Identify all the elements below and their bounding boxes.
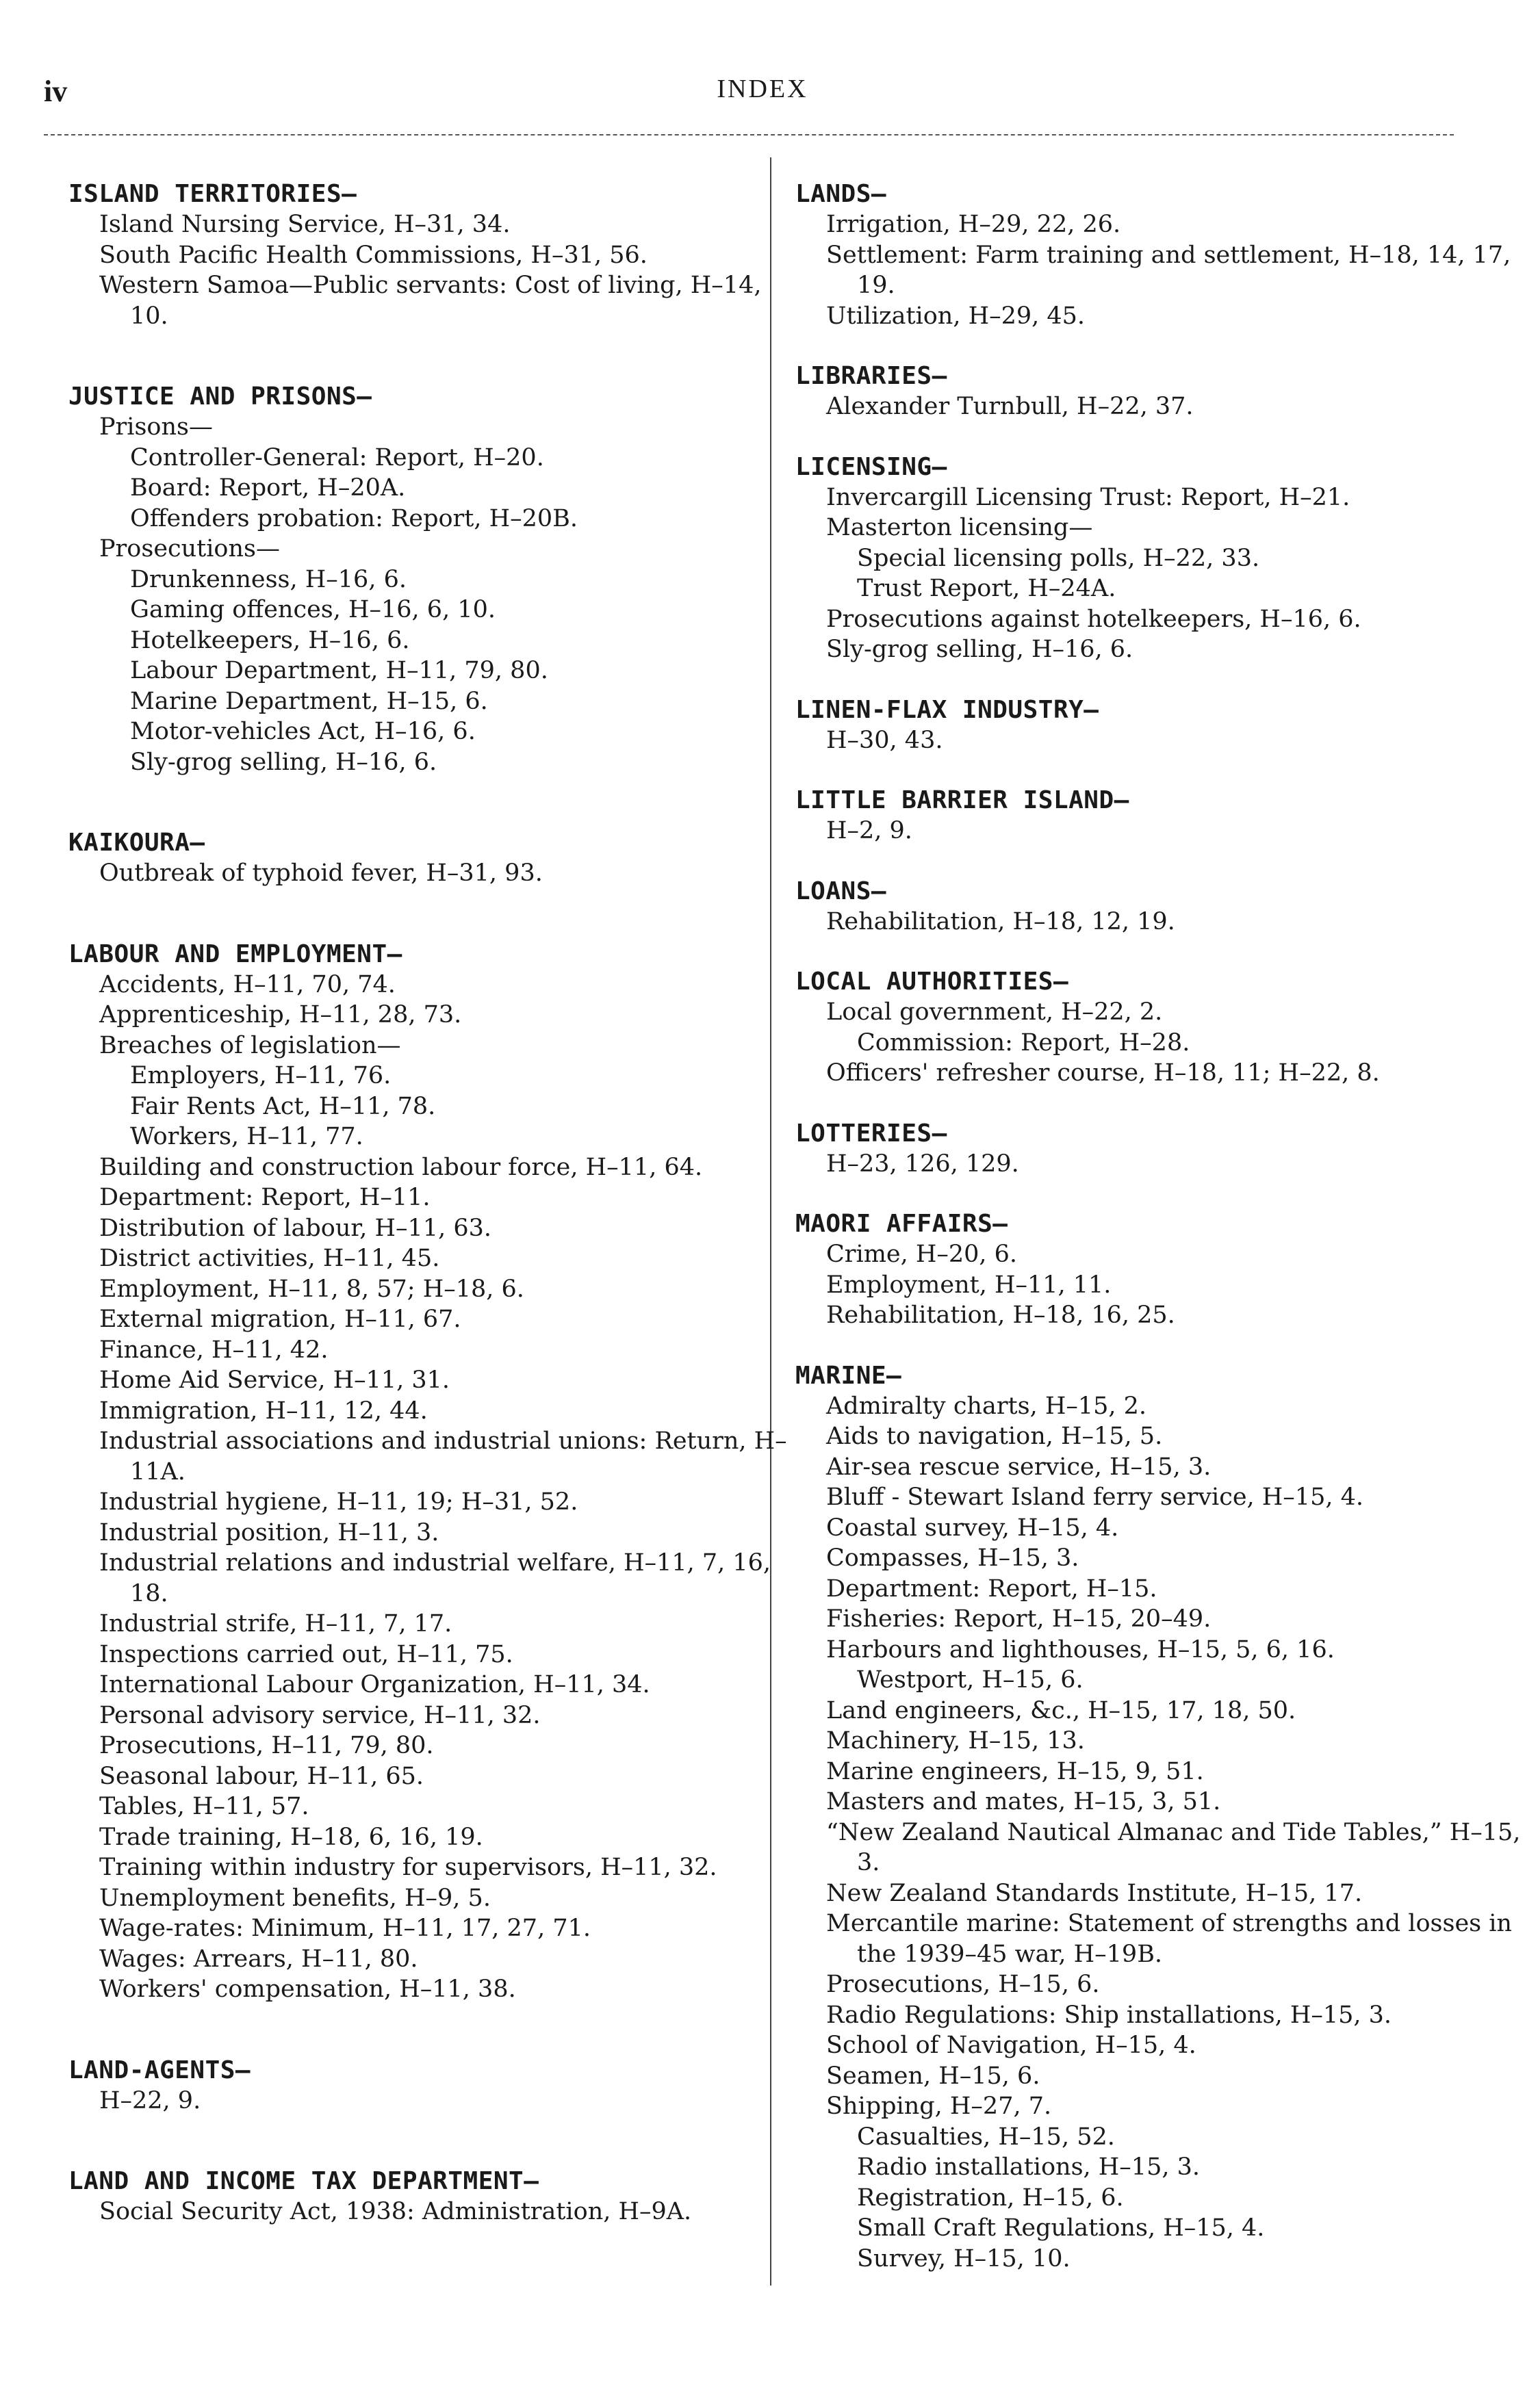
index-entry: Officers' refresher course, H–18, 11; H–22, 8. — [826, 1059, 1380, 1087]
index-entry: Machinery, H–15, 13. — [826, 1727, 1085, 1755]
index-entry: Outbreak of typhoid fever, H–31, 93. — [99, 859, 543, 887]
index-entry: School of Navigation, H–15, 4. — [826, 2032, 1196, 2059]
index-entry: Training within industry for supervisors, H–11, 32. — [99, 1854, 717, 1881]
index-entry: District activities, H–11, 45. — [99, 1245, 440, 1272]
index-entry: Breaches of legislation— — [99, 1031, 401, 1059]
index-entry: Radio installations, H–15, 3. — [857, 2153, 1200, 2181]
index-entry: Seamen, H–15, 6. — [826, 2062, 1040, 2090]
index-entry: External migration, H–11, 67. — [99, 1306, 461, 1333]
index-section — [68, 2056, 794, 2116]
index-entry: New Zealand Standards Institute, H–15, 17. — [826, 1879, 1363, 1907]
index-entry: Compasses, H–15, 3. — [826, 1544, 1079, 1572]
index-section — [68, 940, 794, 2005]
index-entry: Social Security Act, 1938: Administration, H–9A. — [99, 2198, 692, 2225]
index-entry: Settlement: Farm training and settlement, H–18, 14, 17, 19. — [826, 241, 1511, 299]
index-entry: Commission: Report, H–28. — [857, 1028, 1190, 1057]
index-entry: Rehabilitation, H–18, 16, 25. — [826, 1302, 1175, 1329]
index-entry: Seasonal labour, H–11, 65. — [99, 1762, 424, 1790]
section-heading: MAORI AFFAIRS— — [795, 1210, 1008, 1238]
index-section — [795, 1119, 1521, 1180]
index-entry: Masters and mates, H–15, 3, 51. — [826, 1788, 1221, 1815]
index-entry: Labour Department, H–11, 79, 80. — [130, 657, 548, 684]
index-section — [795, 695, 1521, 756]
index-entry: Survey, H–15, 10. — [857, 2244, 1071, 2273]
section-heading: ISLAND TERRITORIES— — [68, 180, 357, 208]
index-entry: Fair Rents Act, H–11, 78. — [130, 1092, 436, 1120]
index-entry: Department: Report, H–11. — [99, 1184, 431, 1211]
index-entry: Aids to navigation, H–15, 5. — [826, 1423, 1163, 1450]
index-entry: Industrial associations and industrial unions: Return, H–11A. — [99, 1427, 787, 1486]
index-entry: Westport, H–15, 6. — [857, 1666, 1084, 1694]
index-entry: Department: Report, H–15. — [826, 1575, 1157, 1603]
section-heading: LABOUR AND EMPLOYMENT— — [68, 940, 402, 968]
index-entry: Crime, H–20, 6. — [826, 1241, 1018, 1268]
index-entry: Harbours and lighthouses, H–15, 5, 6, 16. — [826, 1635, 1335, 1663]
section-heading: LANDS— — [795, 180, 887, 208]
index-entry: Rehabilitation, H–18, 12, 19. — [826, 907, 1175, 935]
index-entry: “New Zealand Nautical Almanac and Tide Tables,” H–15, 3. — [826, 1818, 1521, 1876]
index-entry: Utilization, H–29, 45. — [826, 302, 1086, 330]
index-section — [795, 1209, 1521, 1331]
index-section — [795, 967, 1521, 1089]
index-entry: Radio Regulations: Ship installations, H–15, 3. — [826, 2001, 1392, 2029]
left-column — [68, 179, 794, 2240]
index-entry: H–23, 126, 129. — [826, 1150, 1019, 1178]
index-entry: Workers' compensation, H–11, 38. — [99, 1976, 516, 2003]
index-entry: Bluff - Stewart Island ferry service, H–15, 4. — [826, 1484, 1363, 1511]
index-entry: Marine engineers, H–15, 9, 51. — [826, 1757, 1204, 1785]
index-entry: Industrial position, H–11, 3. — [99, 1518, 439, 1546]
index-entry: Drunkenness, H–16, 6. — [130, 565, 407, 593]
index-entry: Registration, H–15, 6. — [857, 2184, 1124, 2212]
index-entry: H–22, 9. — [99, 2086, 201, 2114]
index-entry: Alexander Turnbull, H–22, 37. — [826, 393, 1194, 420]
index-section — [68, 179, 794, 331]
index-entry: H–30, 43. — [826, 726, 943, 754]
index-entry: Gaming offences, H–16, 6, 10. — [130, 596, 496, 623]
index-entry: Prosecutions, H–15, 6. — [826, 1971, 1100, 1998]
section-heading: LOANS— — [795, 877, 887, 905]
index-entry: Land engineers, &c., H–15, 17, 18, 50. — [826, 1696, 1296, 1724]
index-entry: Employment, H–11, 11. — [826, 1271, 1112, 1299]
index-section — [795, 1361, 1521, 2275]
index-entry: Prisons— — [99, 413, 214, 441]
index-entry: Workers, H–11, 77. — [130, 1123, 363, 1150]
index-entry: Employment, H–11, 8, 57; H–18, 6. — [99, 1275, 524, 1303]
section-heading: LOTTERIES— — [795, 1119, 947, 1148]
index-section — [795, 452, 1521, 665]
index-entry: Offenders probation: Report, H–20B. — [130, 504, 578, 532]
index-entry: Western Samoa—Public servants: Cost of living, H–14, 10. — [99, 272, 762, 330]
index-entry: Invercargill Licensing Trust: Report, H–21. — [826, 483, 1350, 511]
index-entry: Inspections carried out, H–11, 75. — [99, 1640, 513, 1668]
index-section — [795, 786, 1521, 846]
index-entry: Wage-rates: Minimum, H–11, 17, 27, 71. — [99, 1915, 591, 1942]
index-entry: Unemployment benefits, H–9, 5. — [99, 1884, 491, 1912]
section-heading: LIBRARIES— — [795, 362, 947, 390]
index-entry: Irrigation, H–29, 22, 26. — [826, 211, 1121, 238]
index-entry: Masterton licensing— — [826, 514, 1093, 541]
section-heading: KAIKOURA— — [68, 829, 205, 857]
index-entry: Employers, H–11, 76. — [130, 1062, 392, 1089]
index-section — [795, 361, 1521, 422]
section-heading: LINEN-FLAX INDUSTRY— — [795, 695, 1099, 724]
index-section — [795, 179, 1521, 331]
header-rule — [44, 134, 1454, 135]
section-heading: LAND-AGENTS— — [68, 2056, 251, 2084]
index-entry: Small Craft Regulations, H–15, 4. — [857, 2214, 1265, 2242]
index-entry: Accidents, H–11, 70, 74. — [99, 970, 396, 998]
index-entry: Finance, H–11, 42. — [99, 1336, 329, 1364]
page-number: iv — [44, 75, 68, 108]
index-entry: Prosecutions— — [99, 535, 281, 562]
index-entry: International Labour Organization, H–11, 34. — [99, 1671, 650, 1698]
index-entry: Casualties, H–15, 52. — [857, 2123, 1115, 2151]
index-entry: H–2, 9. — [826, 817, 912, 844]
index-entry: Island Nursing Service, H–31, 34. — [99, 211, 511, 238]
index-entry: Mercantile marine: Statement of strengths and losses in the 1939–45 war, H–19B. — [826, 1910, 1512, 1968]
section-heading: MARINE— — [795, 1361, 902, 1390]
index-entry: Apprenticeship, H–11, 28, 73. — [99, 1001, 462, 1028]
index-entry: Admiralty charts, H–15, 2. — [826, 1392, 1147, 1420]
index-entry: Trust Report, H–24A. — [857, 575, 1116, 602]
index-section — [68, 382, 794, 777]
index-entry: Distribution of labour, H–11, 63. — [99, 1214, 491, 1242]
index-entry: Home Aid Service, H–11, 31. — [99, 1367, 450, 1394]
index-entry: Board: Report, H–20A. — [130, 474, 406, 502]
section-heading: LAND AND INCOME TAX DEPARTMENT— — [68, 2167, 539, 2195]
index-entry: Industrial hygiene, H–11, 19; H–31, 52. — [99, 1488, 578, 1516]
index-entry: Air-sea rescue service, H–15, 3. — [826, 1453, 1212, 1481]
section-heading: JUSTICE AND PRISONS— — [68, 383, 372, 411]
section-heading: LITTLE BARRIER ISLAND— — [795, 786, 1129, 814]
index-entry: Special licensing polls, H–22, 33. — [857, 544, 1260, 572]
index-entry: Motor-vehicles Act, H–16, 6. — [130, 718, 476, 745]
index-entry: Industrial relations and industrial welfare, H–11, 7, 16, 18. — [99, 1549, 771, 1607]
index-entry: Prosecutions against hotelkeepers, H–16, 6. — [826, 605, 1361, 633]
section-heading: LOCAL AUTHORITIES— — [795, 968, 1069, 996]
right-column — [795, 179, 1521, 2286]
index-entry: Coastal survey, H–15, 4. — [826, 1514, 1119, 1542]
index-entry: Wages: Arrears, H–11, 80. — [99, 1945, 418, 1973]
index-entry: Building and construction labour force, H–11, 64. — [99, 1153, 703, 1181]
index-entry: Personal advisory service, H–11, 32. — [99, 1701, 541, 1729]
section-heading: LICENSING— — [795, 452, 947, 481]
index-entry: Fisheries: Report, H–15, 20–49. — [826, 1605, 1212, 1633]
index-entry: Sly-grog selling, H–16, 6. — [130, 748, 437, 776]
index-entry: Immigration, H–11, 12, 44. — [99, 1397, 428, 1425]
running-head: INDEX — [717, 75, 808, 103]
index-entry: Controller-General: Report, H–20. — [130, 443, 544, 471]
index-entry: Industrial strife, H–11, 7, 17. — [99, 1610, 452, 1637]
index-entry: Local government, H–22, 2. — [826, 998, 1163, 1026]
index-entry: Marine Department, H–15, 6. — [130, 687, 488, 715]
index-section — [68, 2166, 794, 2227]
index-section — [795, 877, 1521, 937]
index-entry: South Pacific Health Commissions, H–31, 56. — [99, 241, 648, 269]
index-entry: Shipping, H–27, 7. — [826, 2093, 1052, 2120]
index-entry: Tables, H–11, 57. — [99, 1793, 309, 1820]
index-entry: Sly-grog selling, H–16, 6. — [826, 636, 1133, 663]
index-section — [68, 828, 794, 889]
index-entry: Trade training, H–18, 6, 16, 19. — [99, 1823, 483, 1851]
index-entry: Hotelkeepers, H–16, 6. — [130, 626, 410, 654]
index-entry: Prosecutions, H–11, 79, 80. — [99, 1732, 434, 1759]
